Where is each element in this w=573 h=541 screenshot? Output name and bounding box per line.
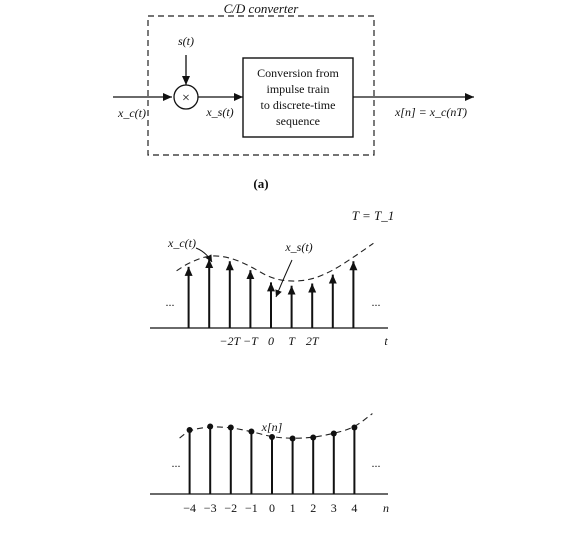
continuous-envelope-curve <box>177 243 374 281</box>
time-tick-labels <box>219 334 319 348</box>
time-tick-label: 2T <box>305 334 319 348</box>
time-tick-label: −2T <box>219 334 241 348</box>
impulse-ellipsis-left: ... <box>165 295 175 309</box>
index-tick-label: −1 <box>245 501 258 515</box>
stem-dot--2 <box>228 425 234 431</box>
figure-caption-a: (a) <box>253 176 269 191</box>
conversion-box-line-4: sequence <box>276 114 320 128</box>
discrete-sequence-plot <box>150 414 389 515</box>
sequence-label: x[n] <box>261 420 283 434</box>
index-tick-label: −4 <box>183 501 196 515</box>
stem-dot-0 <box>269 434 275 440</box>
stem-dot-3 <box>331 431 337 437</box>
conversion-box-line-3: to discrete-time <box>260 98 336 112</box>
impulse-ellipsis-right: ... <box>371 295 381 309</box>
impulse-label: x_s(t) <box>285 240 313 254</box>
stem-dot--3 <box>207 424 213 430</box>
conversion-box-line-2: impulse train <box>266 82 330 96</box>
product-signal-label: x_s(t) <box>206 105 234 119</box>
stem-dot--1 <box>248 429 254 435</box>
index-tick-labels <box>183 501 357 515</box>
stem-dot-1 <box>290 436 296 442</box>
sequence-ellipsis-right: ... <box>371 456 381 470</box>
block-diagram <box>113 1 474 191</box>
input-signal-label: x_c(t) <box>118 106 146 120</box>
stem-dot-2 <box>310 435 316 441</box>
index-tick-label: 2 <box>310 501 317 515</box>
index-axis-label: n <box>383 501 389 515</box>
time-tick-label: −T <box>243 334 258 348</box>
multiplier-symbol: × <box>182 91 190 106</box>
sampling-period-label: T = T_1 <box>351 208 395 223</box>
index-tick-label: −3 <box>203 501 217 515</box>
time-tick-label: 0 <box>268 334 274 348</box>
index-tick-label: 0 <box>269 501 275 515</box>
index-tick-label: 1 <box>289 501 296 515</box>
stem-dot--4 <box>187 427 193 433</box>
sequence-ellipsis-left: ... <box>171 456 181 470</box>
impulse-arrows <box>189 259 354 328</box>
stem-dot-4 <box>351 425 357 431</box>
sampling-signal-label: s(t) <box>178 34 194 48</box>
envelope-label: x_c(t) <box>168 236 196 250</box>
impulse-train-plot <box>150 208 394 348</box>
conversion-box-line-1: Conversion from <box>257 66 339 80</box>
index-tick-label: 3 <box>330 501 337 515</box>
index-tick-label: −2 <box>224 501 238 515</box>
time-tick-label: T <box>288 334 295 348</box>
cd-converter-title: C/D converter <box>223 1 299 16</box>
time-axis-label: t <box>384 334 388 348</box>
output-signal-label: x[n] = x_c(nT) <box>394 105 468 119</box>
impulse-pointer <box>276 260 292 297</box>
index-tick-label: 4 <box>351 501 358 515</box>
sequence-stems <box>187 424 358 494</box>
